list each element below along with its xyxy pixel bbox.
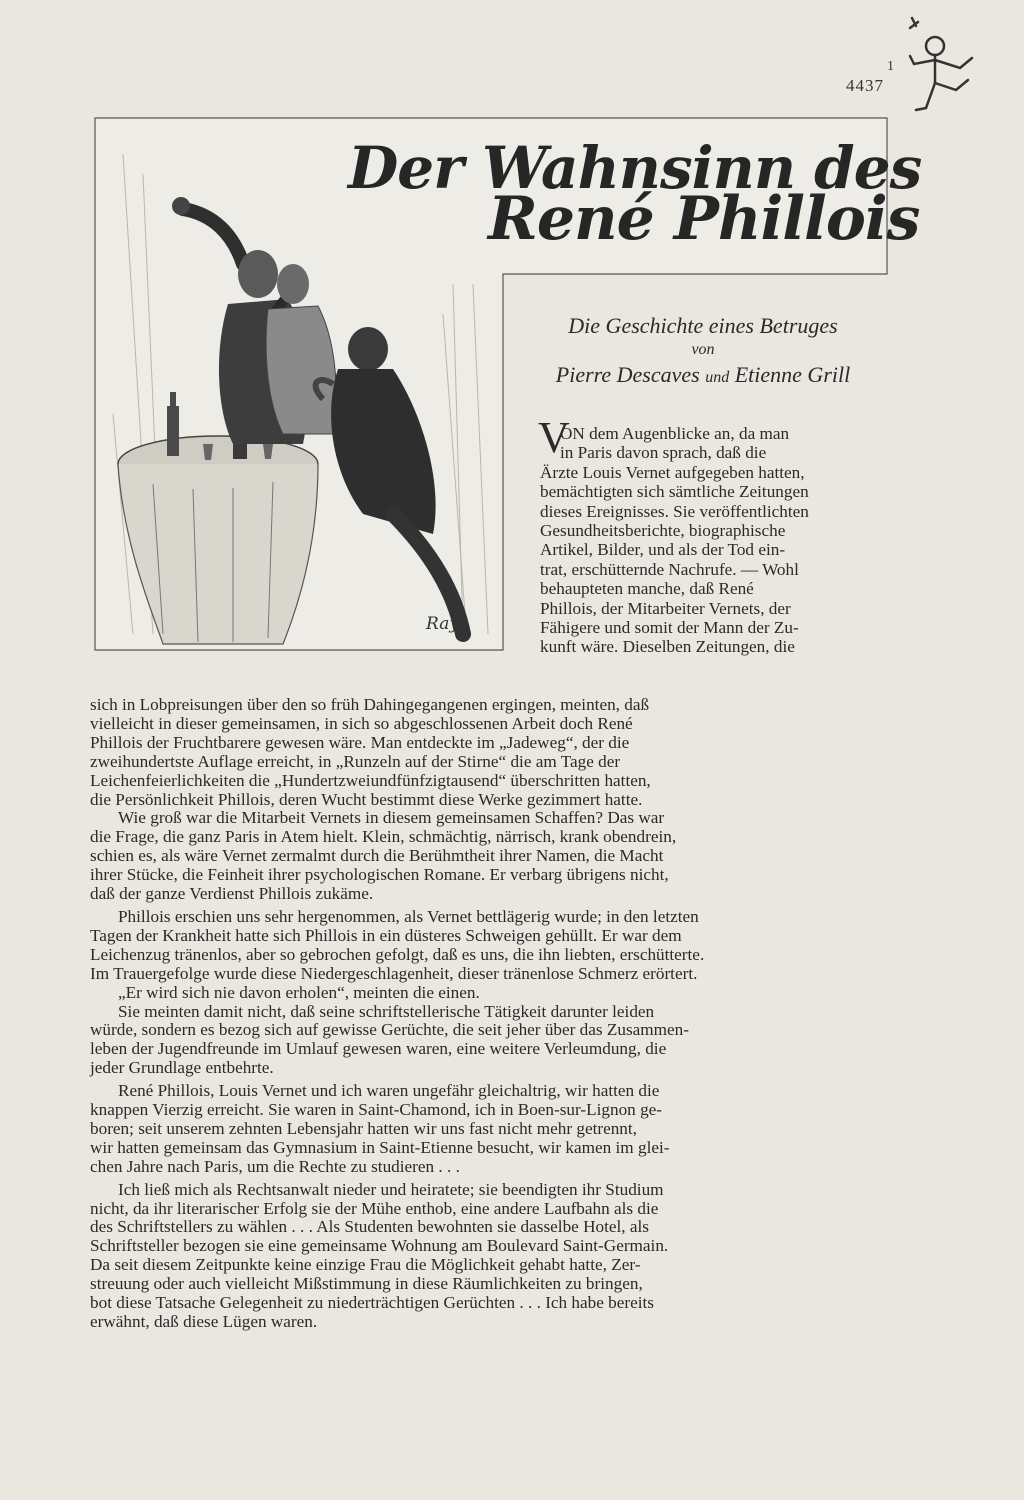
text-line: leben der Jugendfreunde im Umlauf gewesen waren, eine weitere Verleumdung, die bbox=[90, 1039, 667, 1059]
dancing-mascot-icon bbox=[887, 8, 990, 118]
text-line: trat, erschütternde Nachrufe. — Wohl bbox=[540, 559, 799, 579]
text-line: dieses Ereignisses. Sie veröffentlichten bbox=[540, 501, 809, 521]
text-line: sich in Lobpreisungen über den so früh Dahingegangenen ergingen, meinten, daß bbox=[90, 695, 650, 714]
text-line: nicht, da ihr literarischer Erfolg sie der Mühe enthob, eine andere Laufbahn als die bbox=[90, 1198, 659, 1218]
text-line: kunft wäre. Dieselben Zeitungen, die bbox=[540, 637, 795, 657]
article-byline bbox=[512, 312, 894, 393]
authors bbox=[512, 360, 894, 393]
text-line: in Paris davon sprach, daß die bbox=[560, 443, 767, 463]
body-text bbox=[90, 696, 893, 1332]
text-line: Leichenfeierlichkeiten die „Hundertzweiundfünfzigtausend“ überschritten hatten, bbox=[90, 770, 651, 790]
text-line: die Frage, die ganz Paris in Atem hielt. Klein, schmächtig, närrisch, krank obendrein, bbox=[90, 827, 677, 847]
text-line: jeder Grundlage entbehrte. bbox=[90, 1058, 274, 1078]
author-1: Pierre Descaves bbox=[555, 362, 700, 387]
text-line: schien es, als wäre Vernet zermalmt durch die Berühmtheit ihrer Namen, die Macht bbox=[90, 846, 664, 866]
text-line: wir hatten gemeinsam das Gymnasium in Saint-Etienne besucht, wir kamen im glei- bbox=[90, 1137, 670, 1157]
title-script-line1: Der Wahnsinn des bbox=[348, 134, 922, 202]
article-subtitle: Die Geschichte eines Betruges bbox=[568, 313, 838, 338]
paragraph bbox=[90, 696, 893, 809]
artist-signature: Ray bbox=[426, 614, 459, 634]
page-number: 4437 bbox=[846, 76, 884, 95]
paragraph bbox=[90, 809, 893, 904]
text-line: Gesundheitsberichte, biographische bbox=[540, 521, 786, 541]
text-line: des Schriftstellers zu wählen . . . Als Studenten bewohnten sie dasselbe Hotel, als bbox=[90, 1217, 649, 1237]
text-line: boren; seit unserem zehnten Lebensjahr hatten wir uns fast nicht mehr getrennt, bbox=[90, 1118, 637, 1138]
text-line: Phillois, der Mitarbeiter Vernets, der bbox=[540, 598, 791, 618]
text-line: Da seit diesem Zeitpunkte keine einzige Frau die Möglichkeit gehabt hatte, Zer- bbox=[90, 1255, 641, 1275]
text-line: Leichenzug tränenlos, aber so gebrochen gefolgt, daß es uns, die ihn liebten, erschütterte. bbox=[90, 944, 705, 964]
byline-von: von bbox=[691, 341, 715, 358]
text-line: streuung oder auch vielleicht Mißstimmung in diese Räumlichkeiten zu bringen, bbox=[90, 1274, 643, 1294]
title-script-line2: René Phillois bbox=[488, 184, 920, 254]
text-line: Artikel, Bilder, und als der Tod ein- bbox=[540, 540, 786, 560]
text-line: knappen Vierzig erreicht. Sie waren in Saint-Chamond, ich in Boen-sur-Lignon ge- bbox=[90, 1100, 663, 1120]
text-line: bemächtigten sich sämtliche Zeitungen bbox=[540, 482, 809, 502]
text-line: zweihundertste Auflage erreicht, in „Runzeln auf der Stirne“ die am Tage der bbox=[90, 751, 621, 771]
text-line: Ärzte Louis Vernet aufgegeben hatten, bbox=[540, 462, 805, 482]
text-line: daß der ganze Verdienst Phillois zukäme. bbox=[90, 884, 374, 904]
text-line: erwähnt, daß diese Lügen waren. bbox=[90, 1312, 318, 1331]
text-line: Im Trauergefolge wurde diese Niedergeschlagenheit, dieser tränenlose Schmerz erörtert. bbox=[90, 963, 698, 983]
author-2: Etienne Grill bbox=[734, 362, 851, 387]
text-line: Schriftsteller bezogen sie eine gemeinsame Wohnung am Boulevard Saint-Germain. bbox=[90, 1236, 669, 1256]
text-line: Sie meinten damit nicht, daß seine schriftstellerische Tätigkeit darunter leiden bbox=[118, 1001, 655, 1021]
text-line: Ich ließ mich als Rechtsanwalt nieder und heiratete; sie beendigten ihr Studium bbox=[118, 1179, 664, 1199]
authors-und: und bbox=[705, 369, 730, 386]
text-line: ON dem Augenblicke an, da man bbox=[560, 424, 790, 443]
text-line: würde, sondern es bezog sich auf gewisse Gerüchte, die seit jeher über das Zusammen- bbox=[90, 1020, 689, 1040]
text-line: chen Jahre nach Paris, um die Rechte zu studieren . . . bbox=[90, 1156, 460, 1176]
paragraph bbox=[90, 1181, 893, 1332]
svg-text:1: 1 bbox=[887, 59, 894, 74]
drop-cap: V bbox=[538, 413, 570, 462]
text-line: Tagen der Krankheit hatte sich Phillois in ein düsteres Schweigen gehüllt. Er war dem bbox=[90, 925, 682, 945]
text-line: René Phillois, Louis Vernet und ich waren ungefähr gleichaltrig, wir hatten die bbox=[118, 1081, 660, 1101]
text-line: Wie groß war die Mitarbeit Vernets in diesem gemeinsamen Schaffen? Das war bbox=[118, 808, 665, 828]
text-line: „Er wird sich nie davon erholen“, meinten die einen. bbox=[118, 982, 480, 1002]
narrow-column-text bbox=[540, 424, 892, 657]
paragraph bbox=[90, 908, 893, 984]
text-line: bot diese Tatsache Gelegenheit zu niederträchtigen Gerüchten . . . Ich habe bereits bbox=[90, 1293, 654, 1313]
paragraph bbox=[90, 1082, 893, 1177]
text-line: ihrer Stücke, die Feinheit ihrer psychologischen Romane. Er verbarg übrigens nicht, bbox=[90, 865, 669, 885]
text-line: Phillois der Fruchtbarere gewesen wäre. Man entdeckte im „Jadeweg“, der die bbox=[90, 732, 630, 752]
text-line: die Persönlichkeit Phillois, deren Wucht bestimmt diese Werke gezimmert hatte. bbox=[90, 789, 643, 809]
text-line: vielleicht in dieser gemeinsamen, in sich so abgeschlossenen Arbeit doch René bbox=[90, 713, 633, 733]
text-line: Fähigere und somit der Mann der Zu- bbox=[540, 618, 799, 638]
paragraph bbox=[90, 984, 893, 1003]
text-line: behaupteten manche, daß René bbox=[540, 579, 754, 599]
paragraph bbox=[90, 1003, 893, 1079]
text-line: Phillois erschien uns sehr hergenommen, als Vernet bettlägerig wurde; in den letzten bbox=[118, 906, 699, 926]
